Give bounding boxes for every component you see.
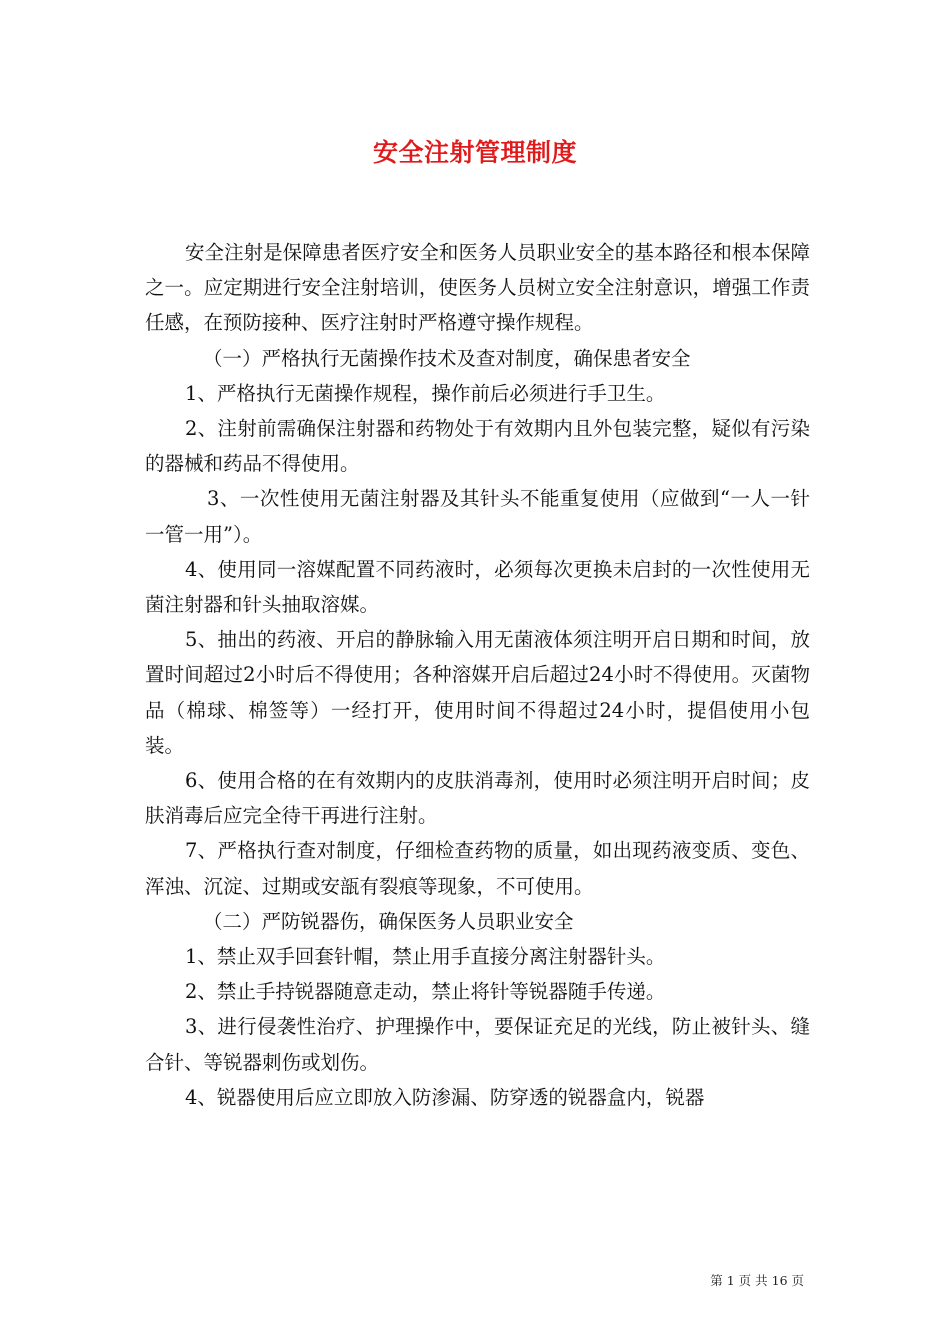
section-heading-1: （一）严格执行无菌操作技术及查对制度，确保患者安全 [203,346,691,370]
section-1-item-6: 6、使用合格的在有效期内的皮肤消毒剂，使用时必须注明开启时间；皮肤消毒后应完全待干再进行注射。 [145,769,810,828]
section-2-item-3: 3、进行侵袭性治疗、护理操作中，要保证充足的光线，防止被针头、缝合针、等锐器刺伤或划伤。 [145,1015,810,1074]
section-2-item-2: 2、禁止手持锐器随意走动，禁止将针等锐器随手传递。 [185,980,666,1004]
document-title: 安全注射管理制度 [372,138,577,167]
intro-paragraph: 安全注射是保障患者医疗安全和医务人员职业安全的基本路径和根本保障之一。应定期进行安全注射培训，使医务人员树立安全注射意识，增强工作责任感，在预防接种、医疗注射时严格遵守操作规程。 [145,241,810,335]
section-2-item-4: 4、锐器使用后应立即放入防渗漏、防穿透的锐器盒内，锐器 [185,1085,705,1109]
document-body [145,235,810,1115]
section-2-item-1: 1、禁止双手回套针帽，禁止用手直接分离注射器针头。 [185,945,666,969]
page-number-footer: 第 1 页 共 16 页 [710,1273,804,1288]
section-1-item-5: 5、抽出的药液、开启的静脉输入用无菌液体须注明开启日期和时间，放置时间超过2小时后不得使用；各种溶媒开启后超过24小时不得使用。灭菌物品（棉球、棉签等）一经打开，使用时间不得超过24小时，提倡使用小包装。 [145,628,810,757]
section-1-item-2: 2、注射前需确保注射器和药物处于有效期内且外包装完整，疑似有污染的器械和药品不得使用。 [145,417,810,476]
section-1-item-7: 7、严格执行查对制度，仔细检查药物的质量，如出现药液变质、变色、浑浊、沉淀、过期或安瓿有裂痕等现象，不可使用。 [145,839,810,898]
section-1-item-3: 3、一次性使用无菌注射器及其针头不能重复使用（应做到“一人一针一管一用”）。 [145,487,810,546]
section-1-item-1: 1、严格执行无菌操作规程，操作前后必须进行手卫生。 [185,381,666,405]
section-1-item-4: 4、使用同一溶媒配置不同药液时，必须每次更换未启封的一次性使用无菌注射器和针头抽取溶媒。 [145,557,810,617]
section-heading-2: （二）严防锐器伤，确保医务人员职业安全 [203,909,574,933]
